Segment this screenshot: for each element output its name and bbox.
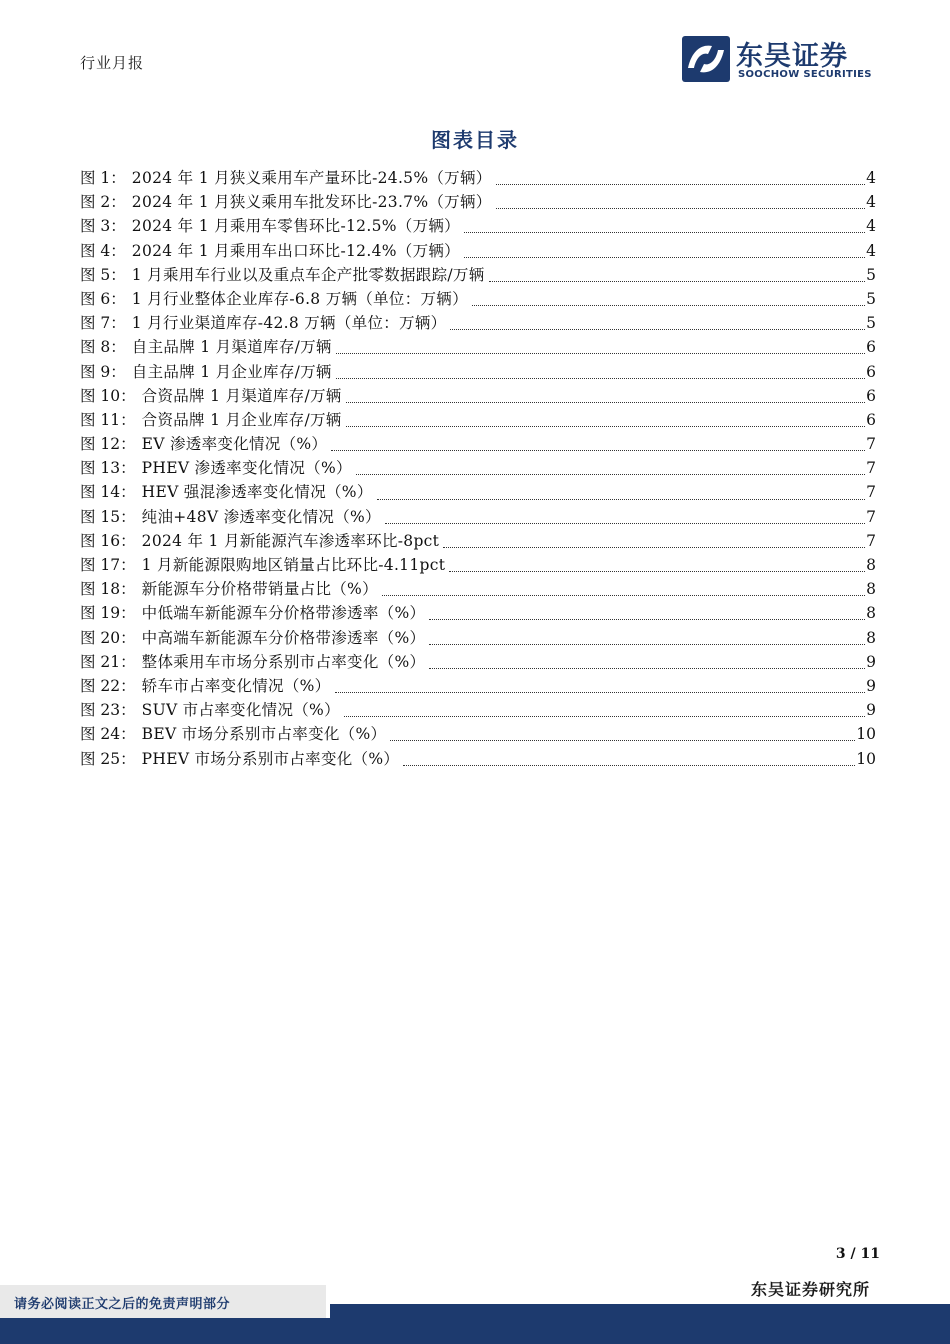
toc-item-page: 4 bbox=[866, 217, 876, 236]
toc-item-text: 2024 年 1 月狭义乘用车批发环比-23.7%（万辆） bbox=[131, 193, 492, 212]
toc-item-text: 自主品牌 1 月企业库存/万辆 bbox=[131, 362, 332, 381]
toc-leader-dots bbox=[346, 401, 866, 403]
toc-item-page: 9 bbox=[866, 701, 876, 720]
toc-leader-dots bbox=[331, 449, 865, 451]
toc-item-page: 9 bbox=[866, 676, 876, 695]
footer-firm-name: 东吴证券研究所 bbox=[750, 1280, 870, 1299]
toc-item-24[interactable] bbox=[80, 722, 876, 746]
toc-item-2[interactable] bbox=[80, 190, 876, 214]
toc-item-22[interactable] bbox=[80, 674, 876, 698]
toc-item-text: 2024 年 1 月新能源汽车渗透率环比-8pct bbox=[141, 531, 440, 550]
toc-item-19[interactable] bbox=[80, 601, 876, 625]
toc-leader-dots bbox=[382, 594, 865, 596]
toc-item-page: 7 bbox=[866, 507, 876, 526]
toc-leader-dots bbox=[429, 618, 865, 620]
toc-item-label: 图 18： bbox=[80, 580, 136, 599]
toc-item-15[interactable] bbox=[80, 505, 876, 529]
toc-item-text: EV 渗透率变化情况（%） bbox=[141, 435, 328, 454]
toc-item-page: 7 bbox=[866, 459, 876, 478]
page-indicator: 3 / 11 bbox=[835, 1246, 880, 1262]
toc-item-page: 7 bbox=[866, 435, 876, 454]
toc-item-label: 图 11： bbox=[80, 410, 136, 429]
toc-item-12[interactable] bbox=[80, 432, 876, 456]
toc-item-label: 图 16： bbox=[80, 531, 136, 550]
toc-item-label: 图 6： bbox=[80, 289, 126, 308]
toc-leader-dots bbox=[472, 304, 865, 306]
toc-item-6[interactable] bbox=[80, 287, 876, 311]
figure-toc-list bbox=[80, 166, 876, 771]
toc-item-page: 10 bbox=[856, 749, 876, 768]
toc-item-label: 图 24： bbox=[80, 725, 136, 744]
logo-name-en: SOOCHOW SECURITIES bbox=[738, 69, 872, 80]
toc-item-page: 5 bbox=[866, 314, 876, 333]
soochow-logo-icon bbox=[682, 36, 730, 82]
toc-leader-dots bbox=[464, 256, 865, 258]
toc-item-label: 图 5： bbox=[80, 265, 126, 284]
report-type-label: 行业月报 bbox=[80, 54, 145, 72]
toc-item-4[interactable] bbox=[80, 239, 876, 263]
toc-item-label: 图 8： bbox=[80, 338, 126, 357]
toc-item-label: 图 14： bbox=[80, 483, 136, 502]
toc-item-10[interactable] bbox=[80, 384, 876, 408]
toc-leader-dots bbox=[496, 207, 866, 209]
toc-item-5[interactable] bbox=[80, 263, 876, 287]
toc-item-page: 8 bbox=[866, 580, 876, 599]
toc-item-page: 7 bbox=[866, 531, 876, 550]
toc-leader-dots bbox=[464, 231, 865, 233]
toc-item-21[interactable] bbox=[80, 650, 876, 674]
toc-item-text: SUV 市占率变化情况（%） bbox=[141, 701, 340, 720]
toc-item-text: BEV 市场分系别市占率变化（%） bbox=[141, 725, 387, 744]
toc-leader-dots bbox=[344, 715, 865, 717]
toc-item-8[interactable] bbox=[80, 335, 876, 359]
toc-item-23[interactable] bbox=[80, 698, 876, 722]
toc-item-text: PHEV 渗透率变化情况（%） bbox=[141, 459, 352, 478]
toc-leader-dots bbox=[496, 183, 866, 185]
toc-item-label: 图 10： bbox=[80, 386, 136, 405]
disclaimer-text: 请务必阅读正文之后的免责声明部分 bbox=[14, 1297, 231, 1312]
logo-name-cn: 东吴证券 bbox=[736, 41, 848, 72]
toc-item-11[interactable] bbox=[80, 408, 876, 432]
toc-item-label: 图 22： bbox=[80, 676, 136, 695]
toc-item-text: 自主品牌 1 月渠道库存/万辆 bbox=[131, 338, 332, 357]
toc-item-text: 2024 年 1 月乘用车出口环比-12.4%（万辆） bbox=[131, 241, 460, 260]
toc-item-page: 5 bbox=[866, 289, 876, 308]
toc-leader-dots bbox=[489, 280, 866, 282]
toc-item-page: 6 bbox=[866, 362, 876, 381]
toc-leader-dots bbox=[450, 328, 865, 330]
toc-item-label: 图 9： bbox=[80, 362, 126, 381]
toc-item-text: 合资品牌 1 月企业库存/万辆 bbox=[141, 410, 342, 429]
toc-item-label: 图 2： bbox=[80, 193, 126, 212]
toc-item-page: 4 bbox=[866, 241, 876, 260]
toc-item-label: 图 20： bbox=[80, 628, 136, 647]
toc-item-page: 4 bbox=[866, 169, 876, 187]
toc-item-label: 图 23： bbox=[80, 701, 136, 720]
toc-item-3[interactable] bbox=[80, 214, 876, 238]
toc-item-page: 6 bbox=[866, 386, 876, 405]
toc-item-label: 图 3： bbox=[80, 217, 126, 236]
toc-item-text: 合资品牌 1 月渠道库存/万辆 bbox=[141, 386, 342, 405]
toc-item-text: 1 月新能源限购地区销量占比环比-4.11pct bbox=[141, 556, 446, 574]
toc-item-20[interactable] bbox=[80, 626, 876, 650]
toc-item-text: 2024 年 1 月乘用车零售环比-12.5%（万辆） bbox=[131, 217, 460, 236]
toc-leader-dots bbox=[443, 546, 865, 548]
toc-item-13[interactable] bbox=[80, 456, 876, 480]
toc-item-label: 图 17： bbox=[80, 556, 136, 574]
toc-item-page: 8 bbox=[866, 556, 876, 574]
toc-item-25[interactable] bbox=[80, 747, 876, 771]
toc-title: 图表目录 bbox=[431, 128, 519, 152]
toc-leader-dots bbox=[346, 425, 866, 427]
toc-item-text: 轿车市占率变化情况（%） bbox=[141, 676, 331, 695]
toc-item-18[interactable] bbox=[80, 577, 876, 601]
toc-item-9[interactable] bbox=[80, 360, 876, 384]
toc-leader-dots bbox=[429, 667, 865, 669]
toc-leader-dots bbox=[403, 764, 855, 766]
toc-item-text: 中低端车新能源车分价格带渗透率（%） bbox=[141, 604, 426, 623]
toc-item-label: 图 7： bbox=[80, 314, 126, 333]
toc-item-text: 1 月行业渠道库存-42.8 万辆（单位：万辆） bbox=[131, 314, 447, 333]
toc-item-1[interactable] bbox=[80, 166, 876, 190]
toc-item-text: PHEV 市场分系别市占率变化（%） bbox=[141, 749, 400, 768]
company-logo bbox=[682, 36, 882, 82]
toc-item-page: 6 bbox=[866, 338, 876, 357]
toc-leader-dots bbox=[336, 377, 865, 379]
toc-leader-dots bbox=[429, 643, 865, 645]
toc-item-label: 图 25： bbox=[80, 749, 136, 768]
toc-leader-dots bbox=[335, 691, 866, 693]
toc-leader-dots bbox=[336, 352, 865, 354]
toc-item-text: 新能源车分价格带销量占比（%） bbox=[141, 580, 378, 599]
toc-leader-dots bbox=[356, 473, 865, 475]
toc-item-page: 6 bbox=[866, 410, 876, 429]
toc-item-text: HEV 强混渗透率变化情况（%） bbox=[141, 483, 373, 502]
toc-item-label: 图 1： bbox=[80, 169, 126, 187]
toc-item-text: 2024 年 1 月狭义乘用车产量环比-24.5%（万辆） bbox=[131, 169, 492, 187]
toc-item-14[interactable] bbox=[80, 480, 876, 504]
toc-item-label: 图 13： bbox=[80, 459, 136, 478]
toc-item-7[interactable] bbox=[80, 311, 876, 335]
toc-leader-dots bbox=[390, 739, 855, 741]
toc-item-page: 4 bbox=[866, 193, 876, 212]
toc-item-text: 中高端车新能源车分价格带渗透率（%） bbox=[141, 628, 426, 647]
toc-item-text: 纯油+48V 渗透率变化情况（%） bbox=[141, 507, 381, 526]
toc-item-text: 1 月行业整体企业库存-6.8 万辆（单位：万辆） bbox=[131, 289, 468, 308]
toc-item-16[interactable] bbox=[80, 529, 876, 553]
toc-item-text: 整体乘用车市场分系别市占率变化（%） bbox=[141, 652, 426, 671]
toc-item-label: 图 4： bbox=[80, 241, 126, 260]
toc-item-label: 图 12： bbox=[80, 435, 136, 454]
toc-leader-dots bbox=[449, 570, 865, 572]
toc-item-page: 8 bbox=[866, 628, 876, 647]
toc-leader-dots bbox=[377, 498, 865, 500]
toc-item-page: 10 bbox=[856, 725, 876, 744]
toc-item-label: 图 21： bbox=[80, 652, 136, 671]
toc-item-page: 8 bbox=[866, 604, 876, 623]
toc-item-text: 1 月乘用车行业以及重点车企产批零数据跟踪/万辆 bbox=[131, 265, 485, 284]
toc-item-page: 5 bbox=[866, 265, 876, 284]
disclaimer-box bbox=[0, 1285, 326, 1318]
toc-item-label: 图 19： bbox=[80, 604, 136, 623]
toc-item-17[interactable] bbox=[80, 553, 876, 577]
toc-item-page: 9 bbox=[866, 652, 876, 671]
toc-leader-dots bbox=[385, 522, 865, 524]
toc-item-label: 图 15： bbox=[80, 507, 136, 526]
toc-item-page: 7 bbox=[866, 483, 876, 502]
